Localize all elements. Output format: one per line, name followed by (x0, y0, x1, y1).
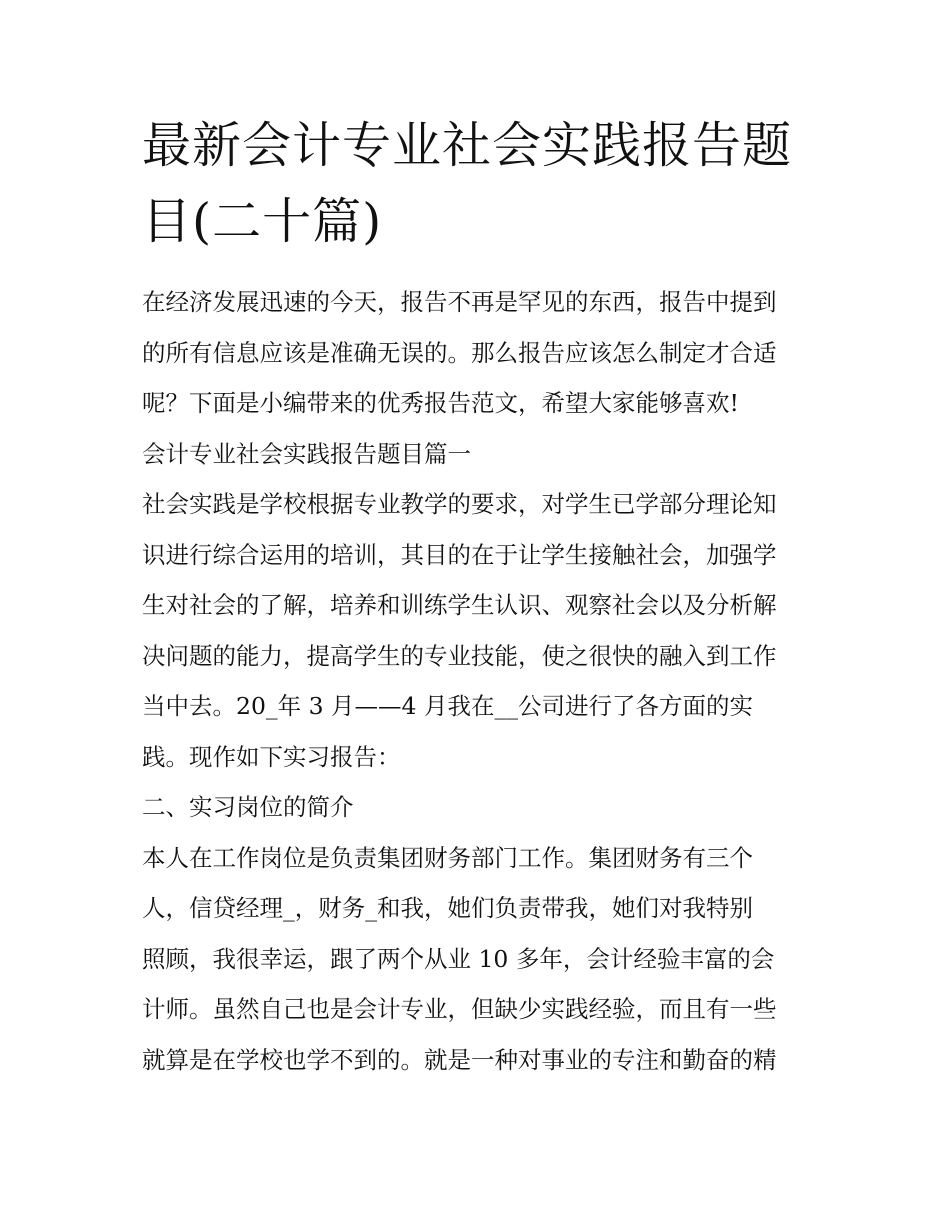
paragraph-line: 就算是在学校也学不到的。就是一种对事业的专注和勤奋的精 (142, 1045, 777, 1074)
paragraph-line: 社会实践是学校根据专业教学的要求，对学生已学部分理论知 (142, 490, 777, 518)
section-heading: 会计专业社会实践报告题目篇一 (142, 439, 471, 468)
document-body (142, 277, 814, 1085)
title-line: 最新会计专业社会实践报告题 (142, 117, 793, 174)
section-heading: 二、实习岗位的简介 (142, 793, 354, 821)
paragraph-line: 践。现作如下实习报告： (142, 742, 401, 771)
paragraph-line: 计师。虽然自己也是会计专业，但缺少实践经验，而且有一些 (142, 995, 777, 1023)
intro-paragraph-line: 呢？下面是小编带来的优秀报告范文，希望大家能够喜欢! (142, 389, 739, 417)
intro-paragraph-line: 在经济发展迅速的今天，报告不再是罕见的东西，报告中提到 (142, 288, 777, 316)
title-line: 目(二十篇) (142, 193, 383, 250)
paragraph-line: 生对社会的了解，培养和训练学生认识、观察社会以及分析解 (142, 591, 777, 619)
paragraph-line: 人，信贷经理_，财务_和我，她们负责带我，她们对我特别 (142, 894, 753, 922)
paragraph-line: 本人在工作岗位是负责集团财务部门工作。集团财务有三个 (142, 843, 753, 872)
intro-paragraph-line: 的所有信息应该是准确无误的。那么报告应该怎么制定才合适 (142, 338, 777, 367)
paragraph-line: 当中去。20_年 3 月——4 月我在__公司进行了各方面的实 (142, 692, 753, 720)
paragraph-line: 决问题的能力，提高学生的专业技能，使之很快的融入到工作 (142, 641, 777, 670)
document-title (142, 108, 822, 260)
paragraph-line: 识进行综合运用的培训，其目的在于让学生接触社会，加强学 (142, 540, 777, 569)
paragraph-line: 照顾，我很幸运，跟了两个从业 10 多年，会计经验丰富的会 (142, 944, 775, 973)
